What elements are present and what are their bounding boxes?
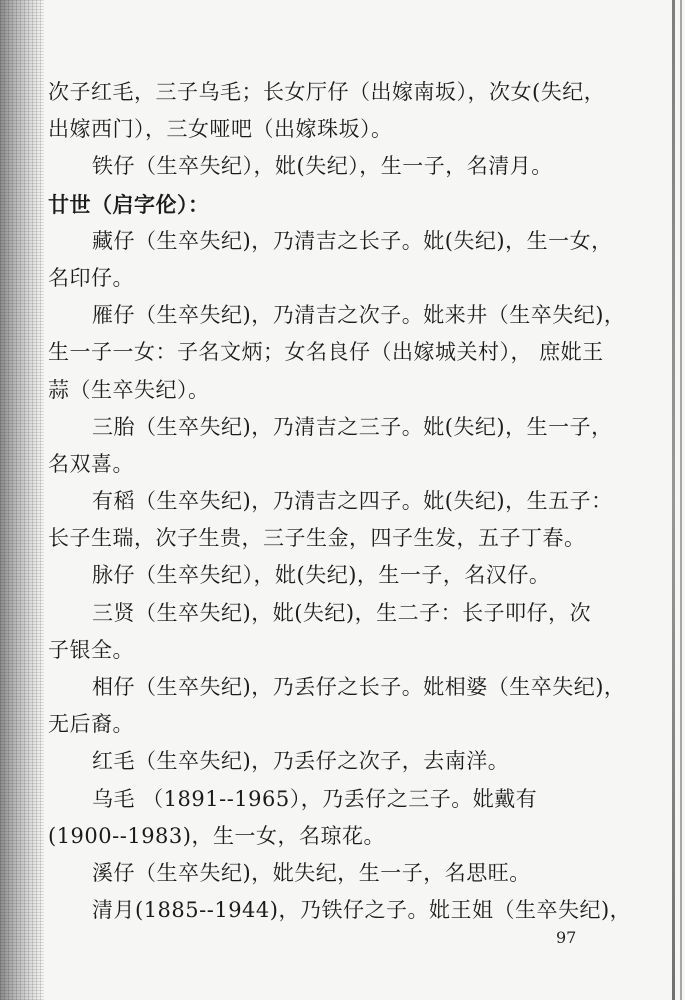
- text-line: 有稻（生卒失纪)，乃清吉之四子。妣(失纪)，生五子：: [92, 489, 613, 514]
- text-line: 子银全。: [48, 637, 134, 662]
- text-line: 雁仔（生卒失纪)，乃清吉之次子。妣来井（生卒失纪)，: [92, 303, 626, 328]
- text-line: 铁仔（生卒失纪），妣(失纪），生一子，名清月。: [92, 154, 553, 179]
- text-line: 乌毛 （1891--1965），乃丢仔之三子。妣戴有: [92, 786, 538, 811]
- text-line: 生一子一女：子名文炳；女名良仔（出嫁城关村）， 庶妣王: [48, 340, 604, 365]
- text-line: 三贤（生卒失纪)，妣(失纪)，生二子：长子叩仔，次: [92, 600, 592, 625]
- text-line: 藏仔（生卒失纪)，乃清吉之长子。妣(失纪)，生一女，: [92, 228, 613, 253]
- text-line: 脉仔（生卒失纪），妣(失纪)，生一子，名汉仔。: [92, 563, 551, 588]
- text-line: 三胎（生卒失纪)，乃清吉之三子。妣(失纪)，生一子，: [92, 414, 613, 439]
- text-line: 红毛（生卒失纪)，乃丢仔之次子，去南洋。: [92, 749, 510, 774]
- text-line: 蒜（生卒失纪）。: [48, 377, 210, 402]
- page-edge-right-outer: [680, 0, 682, 1000]
- text-line: 无后裔。: [48, 712, 134, 737]
- text-line: (1900--1983)，生一女，名琼花。: [48, 823, 385, 848]
- text-line: 名印仔。: [48, 265, 134, 290]
- text-line: 次子红毛，三子乌毛；长女厅仔（出嫁南坂），次女(失纪，: [48, 80, 606, 104]
- text-line: 名双喜。: [48, 451, 134, 476]
- text-line: 长子生瑞，次子生贵，三子生金，四子生发，五子丁春。: [48, 526, 586, 551]
- text-line: 清月(1885--1944)，乃铁仔之子。妣王姐（生卒失纪)，: [92, 898, 632, 923]
- text-line: 出嫁西门），三女哑吧（出嫁珠坂）。: [48, 117, 393, 142]
- text-line: 溪仔（生卒失纪)，妣失纪，生一子，名思旺。: [92, 860, 531, 885]
- genealogy-text-body: [48, 74, 632, 929]
- page-edge-right: [672, 0, 675, 1000]
- page-number: 97: [556, 928, 577, 947]
- text-line: 相仔（生卒失纪)，乃丢仔之长子。妣相婆（生卒失纪)，: [92, 675, 626, 699]
- binding-shadow: [0, 0, 44, 1000]
- generation-heading: 廿世（启字伦）：: [48, 191, 210, 217]
